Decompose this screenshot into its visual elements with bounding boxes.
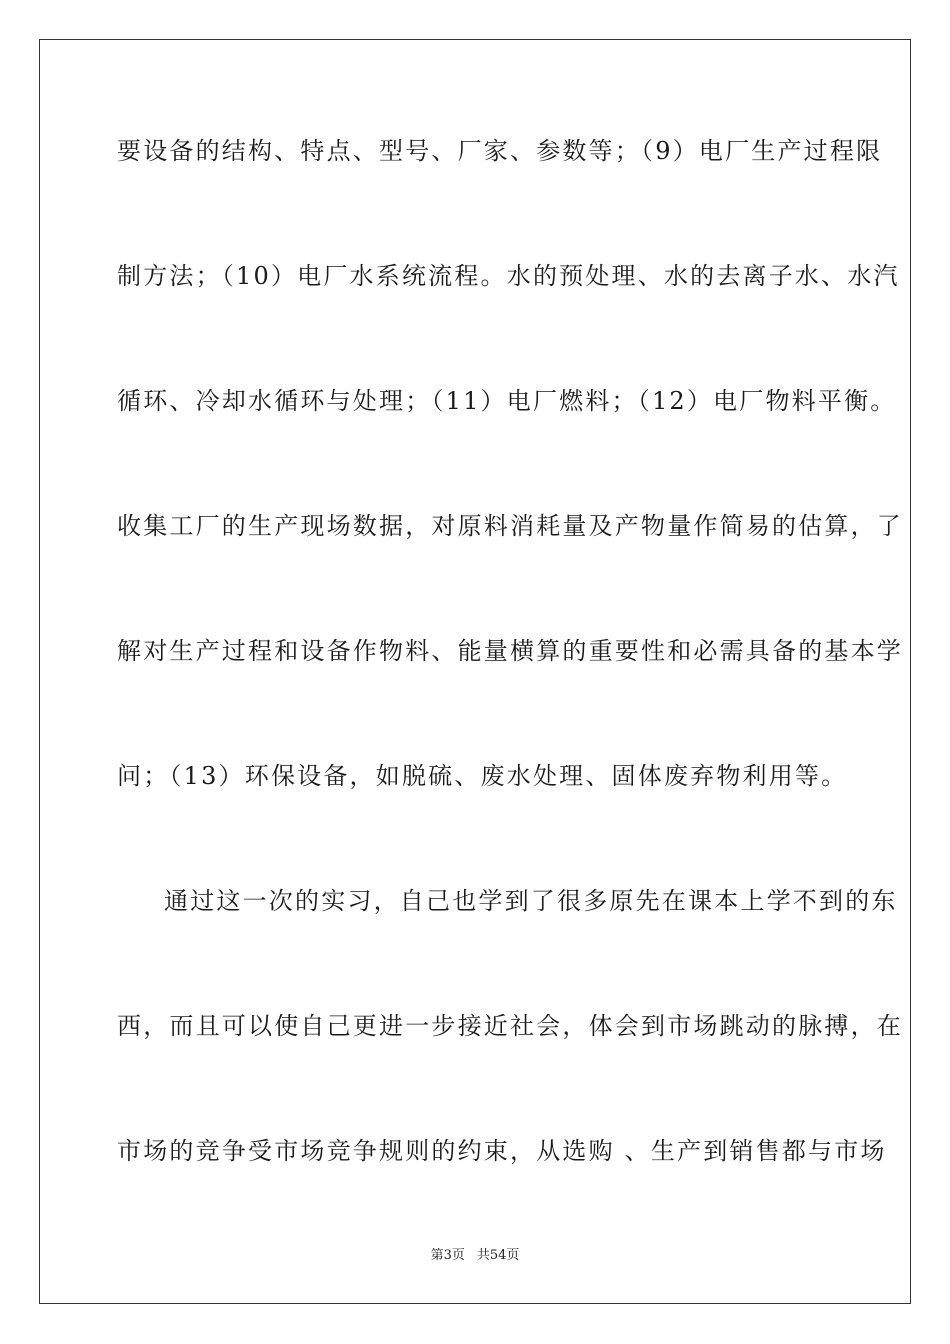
body-line: 西，而且可以使自己更进一步接近社会，体会到市场跳动的脉搏，在 — [117, 1012, 903, 1040]
body-line: 问；（13）环保设备，如脱硫、废水处理、固体废弃物利用等。 — [117, 762, 848, 790]
body-line: 循环、冷却水循环与处理；（11）电厂燃料；（12）电厂物料平衡。 — [117, 387, 897, 415]
body-line: 制方法；（10）电厂水系统流程。水的预处理、水的去离子水、水汽 — [117, 262, 900, 290]
page-border — [39, 39, 911, 1304]
body-line: 市场的竞争受市场竞争规则的约束，从选购 、生产到销售都与市场 — [117, 1137, 887, 1165]
page-number: 第3页 — [430, 1248, 465, 1263]
body-line: 解对生产过程和设备作物料、能量横算的重要性和必需具备的基本学 — [117, 637, 903, 665]
paragraph-first-line: 通过这一次的实习，自己也学到了很多原先在课本上学不到的东 — [164, 887, 898, 915]
body-line: 要设备的结构、特点、型号、厂家、参数等；（9）电厂生产过程限 — [117, 137, 883, 165]
total-pages: 共54页 — [476, 1248, 520, 1263]
page-footer — [0, 1248, 950, 1264]
body-line: 收集工厂的生产现场数据，对原料消耗量及产物量作简易的估算，了 — [117, 512, 903, 540]
